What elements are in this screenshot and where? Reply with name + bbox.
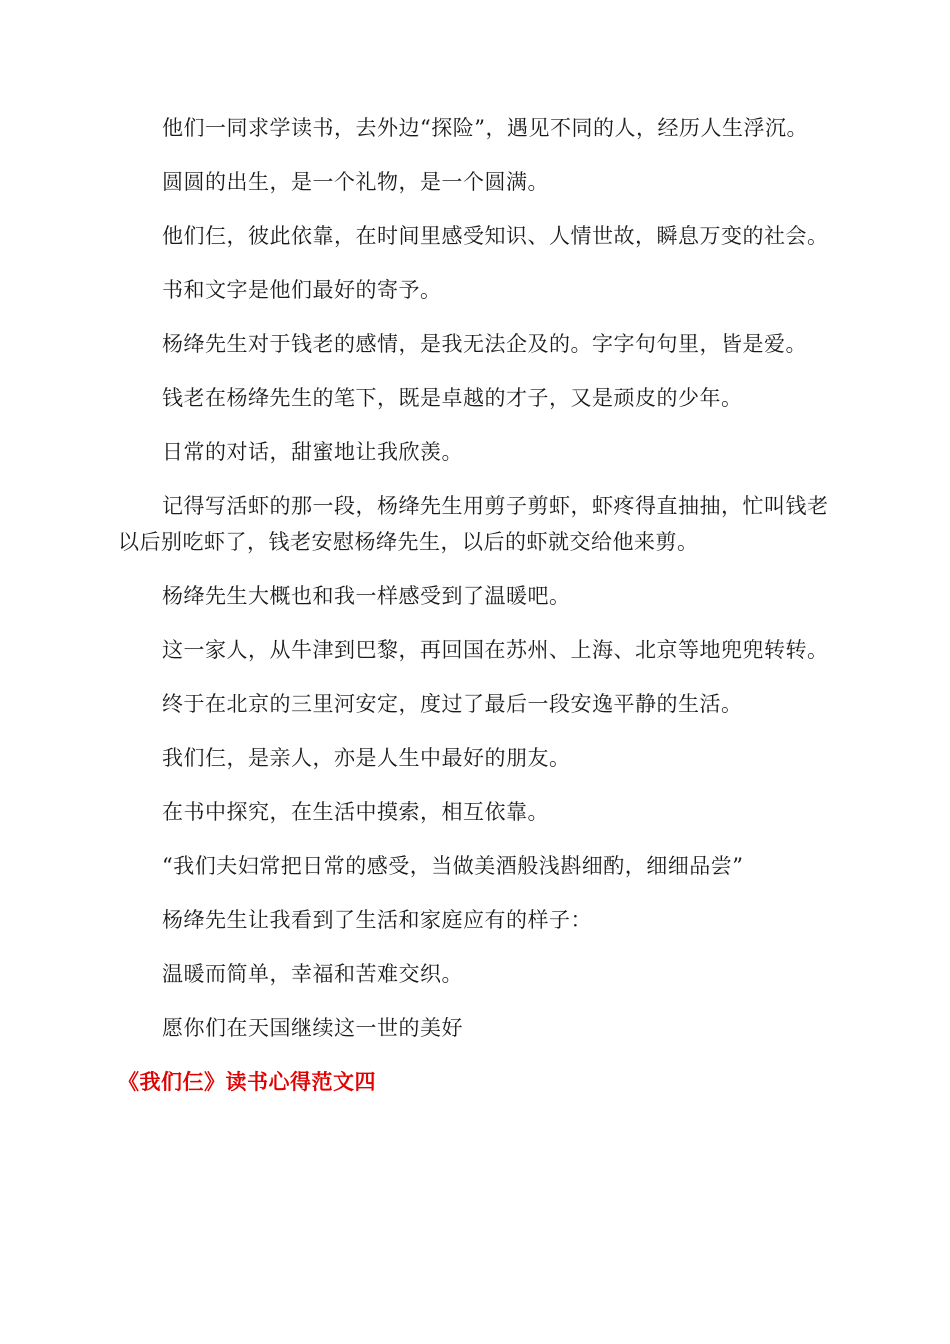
paragraph-2: 圆圆的出生，是一个礼物，是一个圆满。	[162, 170, 549, 194]
paragraph-11: 终于在北京的三里河安定，度过了最后一段安逸平静的生活。	[162, 692, 743, 716]
paragraph-12: 我们仨，是亲人，亦是人生中最好的朋友。	[162, 746, 571, 770]
paragraph-15: 杨绛先生让我看到了生活和家庭应有的样子：	[162, 908, 592, 932]
paragraph-14: “我们夫妇常把日常的感受，当做美酒般浅斟细酌，细细品尝”	[162, 854, 744, 878]
paragraph-6: 钱老在杨绛先生的笔下，既是卓越的才子，又是顽皮的少年。	[162, 386, 743, 410]
paragraph-16: 温暖而简单，幸福和苦难交织。	[162, 962, 463, 986]
paragraph-7: 日常的对话，甜蜜地让我欣羡。	[162, 440, 463, 464]
paragraph-10: 这一家人，从牛津到巴黎，再回国在苏州、上海、北京等地兜兜转转。	[162, 638, 829, 662]
paragraph-17: 愿你们在天国继续这一世的美好	[162, 1016, 463, 1040]
paragraph-4: 书和文字是他们最好的寄予。	[162, 278, 442, 302]
document-body	[118, 110, 838, 1100]
paragraph-3: 他们仨，彼此依靠，在时间里感受知识、人情世故，瞬息万变的社会。	[162, 224, 829, 248]
section-heading: 《我们仨》读书心得范文四	[118, 1070, 376, 1094]
paragraph-5: 杨绛先生对于钱老的感情，是我无法企及的。字字句句里，皆是爱。	[162, 332, 807, 356]
paragraph-8: 记得写活虾的那一段，杨绛先生用剪子剪虾，虾疼得直抽抽，忙叫钱老以后别吃虾了，钱老安慰杨绛先生，以后的虾就交给他来剪。	[118, 494, 829, 554]
paragraph-1: 他们一同求学读书，去外边“探险”，遇见不同的人，经历人生浮沉。	[162, 116, 808, 140]
paragraph-9: 杨绛先生大概也和我一样感受到了温暖吧。	[162, 584, 571, 608]
paragraph-13: 在书中探究，在生活中摸索，相互依靠。	[162, 800, 549, 824]
